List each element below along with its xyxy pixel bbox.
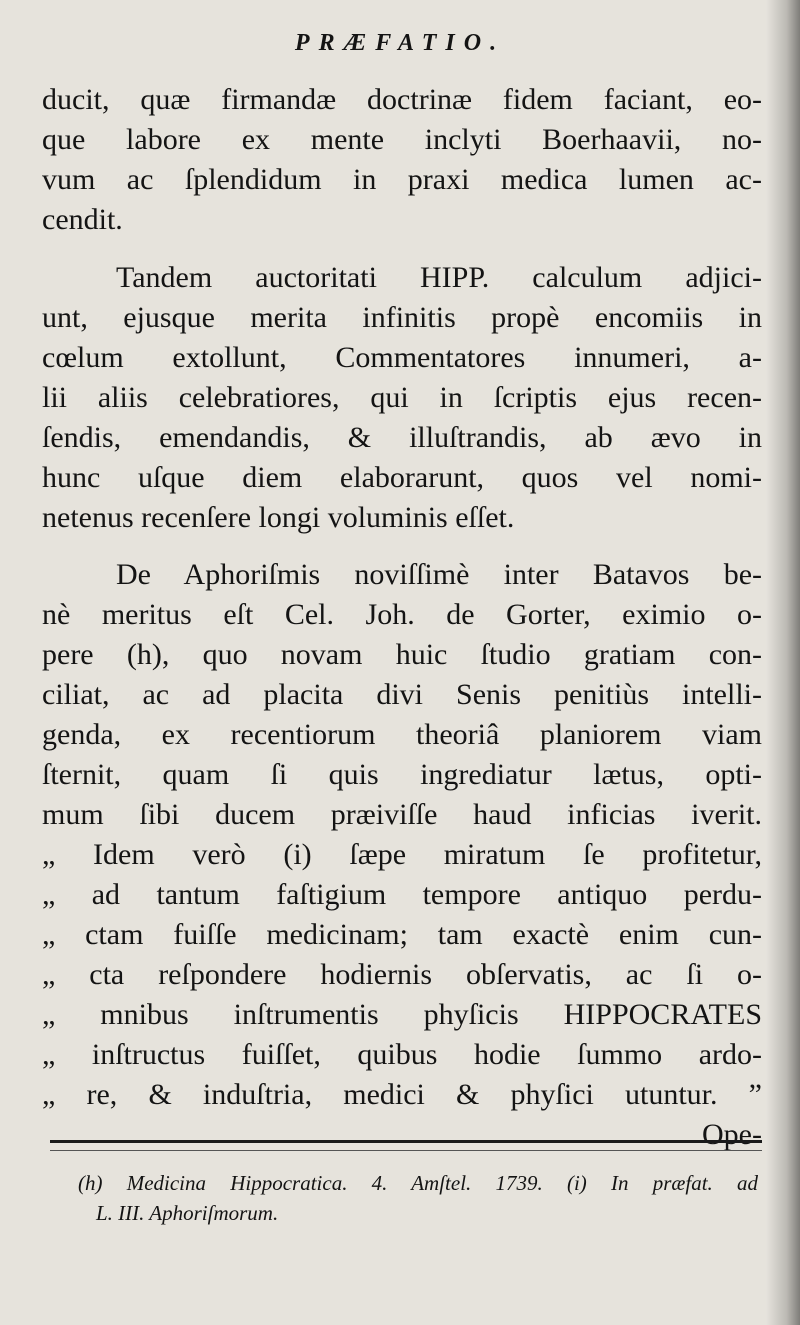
text-line: „ ctam fuiſſe medicinam; tam exactè enim cun-	[42, 918, 762, 951]
text-line: ciliat, ac ad placita divi Senis penitiùs intelli-	[42, 678, 762, 711]
running-head: PRÆFATIO.	[294, 30, 506, 56]
text-line: lii aliis celebratiores, qui in ſcriptis ejus recen-	[42, 381, 762, 414]
text-line: nè meritus eſt Cel. Joh. de Gorter, eximio o-	[42, 598, 762, 631]
text-line: vum ac ſplendidum in praxi medica lumen ac-	[42, 163, 762, 196]
footnote-line: L. III. Aphoriſmorum.	[96, 1201, 279, 1225]
text-line: netenus recenſere longi voluminis eſſet.	[42, 501, 515, 534]
text-line: cendit.	[42, 203, 123, 236]
text-line: „ re, & induſtria, medici & phyſici utuntur. ”	[42, 1078, 762, 1111]
text-line: „ mnibus inſtrumentis phyſicis HIPPOCRATES	[42, 998, 762, 1031]
text-line: genda, ex recentiorum theoriâ planiorem viam	[42, 718, 762, 751]
text-line: cœlum extollunt, Commentatores innumeri, a-	[42, 341, 762, 374]
text-line: De Aphoriſmis noviſſimè inter Batavos be-	[116, 558, 762, 591]
catchword: Ope-	[702, 1118, 762, 1151]
paragraph-1	[42, 80, 762, 240]
text-line: „ ad tantum faſtigium tempore antiquo perdu-	[42, 878, 762, 911]
text-line: „ cta reſpondere hodiernis obſervatis, ac ſi o-	[42, 958, 762, 991]
text-line: ſternit, quam ſi quis ingrediatur lætus, opti-	[42, 758, 762, 791]
text-line: ſendis, emendandis, & illuſtrandis, ab ævo in	[42, 421, 762, 454]
text-line: que labore ex mente inclyti Boerhaavii, no-	[42, 123, 762, 156]
paragraph-2	[42, 258, 762, 538]
paragraph-3	[42, 555, 762, 1155]
text-line: „ inſtructus fuiſſet, quibus hodie ſummo ardo-	[42, 1038, 762, 1071]
text-line: pere (h), quo novam huic ſtudio gratiam con-	[42, 638, 762, 671]
page-edge-shadow	[766, 0, 800, 1325]
text-line: ducit, quæ firmandæ doctrinæ fidem faciant, eo-	[42, 83, 762, 116]
text-line: hunc uſque diem elaborarunt, quos vel nomi-	[42, 461, 762, 494]
footnote-rule	[50, 1140, 762, 1143]
text-line: Tandem auctoritati HIPP. calculum adjici-	[116, 261, 762, 294]
footnote-line: (h) Medicina Hippocratica. 4. Amſtel. 1739. (i) In præfat. ad	[78, 1171, 758, 1195]
text-line: mum ſibi ducem præiviſſe haud inficias iverit.	[42, 798, 762, 831]
footnotes	[78, 1168, 758, 1228]
text-line: „ Idem verò (i) ſæpe miratum ſe profitetur,	[42, 838, 762, 871]
footnote-rule-thin	[50, 1150, 762, 1151]
text-line: unt, ejusque merita infinitis propè encomiis in	[42, 301, 762, 334]
